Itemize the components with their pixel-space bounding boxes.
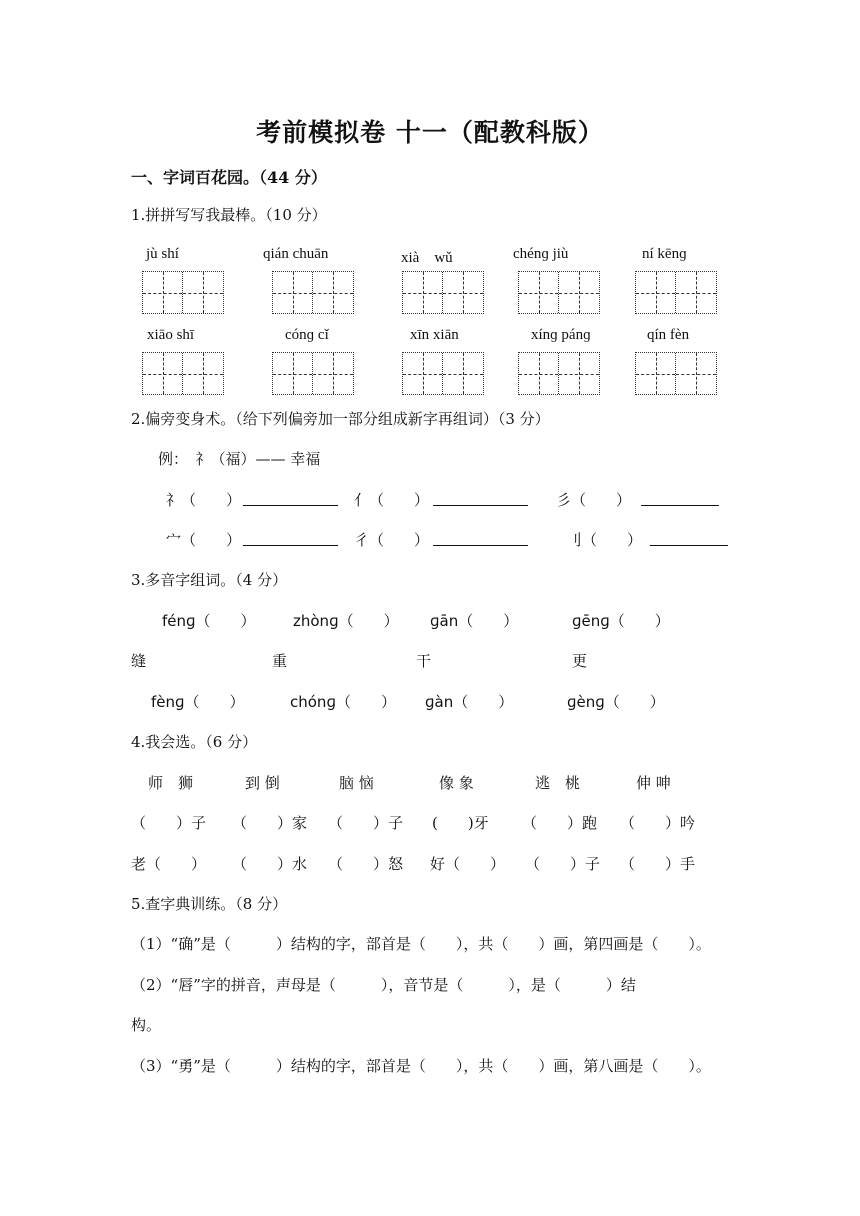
polyphone-reading: zhònɡ（ ） — [293, 612, 399, 630]
fill-item: ( )牙 — [432, 814, 489, 832]
q1-label: 1.拼拼写写我最棒。（10 分） — [131, 206, 327, 224]
q3-label: 3.多音字组词。（4 分） — [131, 571, 288, 589]
pinyin-1: jù shí — [146, 246, 179, 262]
polyphone-reading: fènɡ（ ） — [151, 693, 245, 711]
answer-line[interactable] — [243, 529, 338, 546]
q2-label: 2.偏旁变身术。（给下列偏旁加一部分组成新字再组词）（3 分） — [131, 410, 550, 428]
fill-item: （ ）吟 — [620, 814, 696, 832]
fill-item: （ ）怒 — [328, 855, 404, 873]
polyphone-reading: ɡènɡ（ ） — [567, 693, 665, 711]
writing-grid[interactable] — [402, 352, 484, 395]
page-title: 考前模拟卷 十一（配教科版） — [256, 118, 604, 147]
pinyin-10: qín fèn — [647, 327, 690, 343]
section-1-heading: 一、字词百花园。（44 分） — [131, 168, 327, 187]
fill-item: 老（ ） — [131, 855, 207, 873]
writing-grid[interactable] — [272, 352, 354, 395]
pinyin-4: chénɡ jiù — [513, 246, 569, 262]
answer-line[interactable] — [433, 529, 528, 546]
pinyin-3: xià wǔ — [401, 250, 453, 266]
radical-item: 刂（ ） — [567, 531, 643, 549]
radical-item: 亻（ ） — [354, 491, 430, 509]
q5-item-2: （2）“唇”字的拼音，声母是（ ），音节是（ ），是（ ）结 — [131, 976, 636, 994]
pinyin-6: xiāo shī — [147, 327, 195, 343]
q2-example: 例： 礻（福）—— 幸福 — [158, 450, 321, 468]
fill-item: （ ）子 — [328, 814, 404, 832]
polyphone-reading: fénɡ（ ） — [162, 612, 256, 630]
polyphone-reading: chónɡ（ ） — [290, 693, 396, 711]
q5-item-2-cont: 构。 — [131, 1016, 162, 1034]
answer-line[interactable] — [650, 529, 728, 546]
q5-label: 5.查字典训练。（8 分） — [131, 895, 288, 913]
char-pair: 逃 桃 — [535, 774, 581, 792]
writing-grid[interactable] — [635, 352, 717, 395]
answer-line[interactable] — [433, 489, 528, 506]
polyphone-reading: ɡēnɡ（ ） — [572, 612, 670, 630]
fill-item: （ ）子 — [525, 855, 601, 873]
q4-label: 4.我会选。（6 分） — [131, 733, 258, 751]
answer-line[interactable] — [243, 489, 338, 506]
writing-grid[interactable] — [518, 352, 600, 395]
polyphone-reading: ɡān（ ） — [430, 612, 519, 630]
q5-item-3: （3）“勇”是（ ）结构的字，部首是（ ），共（ ）画，第八画是（ ）。 — [131, 1057, 711, 1075]
pinyin-5: ní kēnɡ — [642, 246, 687, 262]
fill-item: （ ）子 — [131, 814, 207, 832]
polyphone-char: 干 — [416, 652, 432, 670]
writing-grid[interactable] — [142, 352, 224, 395]
fill-item: （ ）跑 — [522, 814, 598, 832]
char-pair: 师 狮 — [148, 774, 194, 792]
fill-item: （ ）水 — [232, 855, 308, 873]
radical-item: 彡（ ） — [556, 491, 632, 509]
writing-grid[interactable] — [402, 271, 484, 314]
radical-item: 彳（ ） — [354, 531, 430, 549]
pinyin-7: cónɡ cǐ — [285, 327, 329, 343]
radical-item: 礻（ ） — [166, 491, 242, 509]
char-pair: 伸 呻 — [636, 774, 671, 792]
char-pair: 脑 恼 — [339, 774, 374, 792]
char-pair: 到 倒 — [245, 774, 280, 792]
writing-grid[interactable] — [272, 271, 354, 314]
writing-grid[interactable] — [142, 271, 224, 314]
polyphone-char: 缝 — [131, 652, 147, 670]
polyphone-char: 更 — [572, 652, 588, 670]
q5-item-1: （1）“确”是（ ）结构的字，部首是（ ），共（ ）画，第四画是（ ）。 — [131, 935, 711, 953]
pinyin-8: xīn xiān — [410, 327, 459, 343]
fill-item: （ ）手 — [620, 855, 696, 873]
fill-item: （ ）家 — [232, 814, 308, 832]
answer-line[interactable] — [641, 489, 719, 506]
radical-item: 宀（ ） — [166, 531, 242, 549]
pinyin-9: xínɡ pánɡ — [531, 327, 591, 343]
char-pair: 像 象 — [439, 774, 474, 792]
pinyin-2: qián chuān — [263, 246, 329, 262]
polyphone-char: 重 — [272, 652, 288, 670]
polyphone-reading: ɡàn（ ） — [425, 693, 514, 711]
writing-grid[interactable] — [518, 271, 600, 314]
fill-item: 好（ ） — [430, 855, 506, 873]
writing-grid[interactable] — [635, 271, 717, 314]
